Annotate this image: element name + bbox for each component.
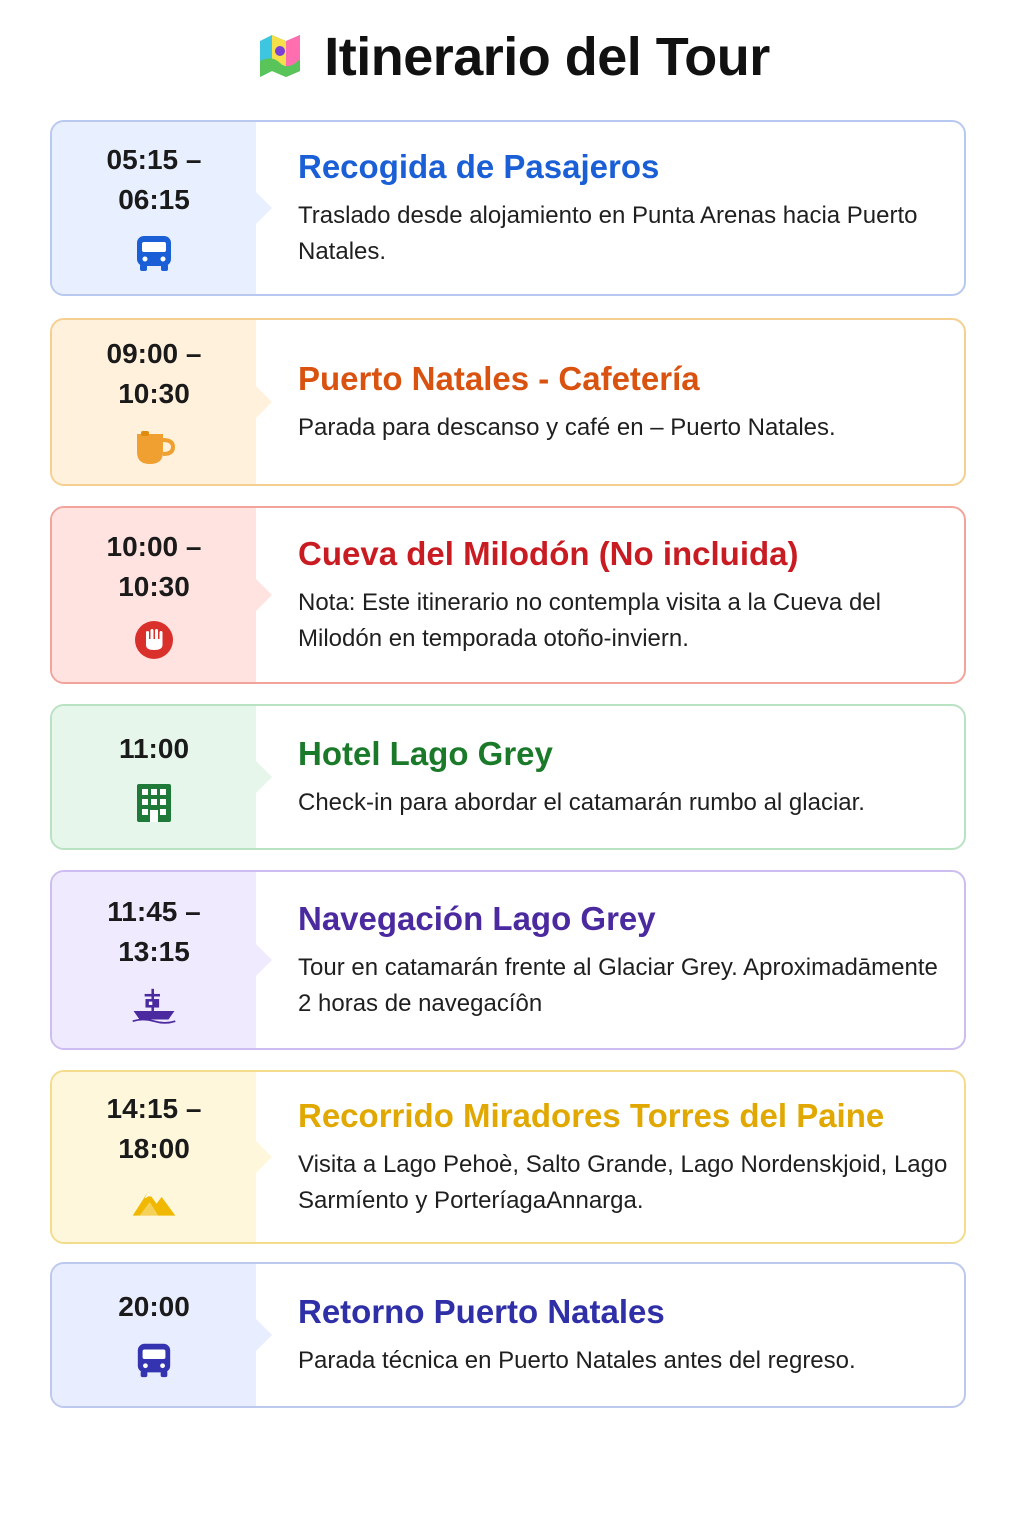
card-description: Tour en catamarán frente al Glaciar Grey. Aproximadāmente 2 horas de navegacíôn bbox=[298, 954, 938, 1017]
time-range: 14:15 – 18:00 bbox=[106, 1093, 202, 1164]
time-panel bbox=[52, 508, 256, 682]
time-range: 05:15 – 06:15 bbox=[106, 144, 202, 215]
card-content bbox=[298, 320, 948, 484]
card-notch bbox=[256, 1141, 272, 1173]
card-title: Recogida de Pasajeros bbox=[298, 148, 660, 185]
page-title: Itinerario del Tour bbox=[324, 27, 770, 87]
itinerary-card-pickup bbox=[50, 120, 966, 296]
bus-icon bbox=[131, 1337, 177, 1383]
itinerary-card-milodon bbox=[50, 506, 966, 684]
time-range: 10:00 – 10:30 bbox=[106, 531, 202, 602]
stop-hand-icon bbox=[131, 617, 177, 663]
hotel-icon bbox=[131, 779, 177, 825]
card-title: Cueva del Milodón (No incluida) bbox=[298, 535, 799, 572]
card-content bbox=[298, 872, 948, 1048]
card-title: Recorrido Miradores Torres del Paine bbox=[298, 1097, 885, 1134]
itinerary-card-hotel bbox=[50, 704, 966, 850]
time-panel bbox=[52, 122, 256, 294]
card-content bbox=[298, 508, 948, 682]
bus-icon bbox=[131, 230, 177, 276]
card-notch bbox=[256, 386, 272, 418]
time-range: 20:00 bbox=[118, 1291, 190, 1322]
card-description: Nota: Este itinerario no contempla visita a la Cueva del Milodón en temporada otoño-inviern. bbox=[298, 589, 881, 652]
time-range: 11:45 – 13:15 bbox=[107, 896, 201, 967]
itinerary-card-navegacion bbox=[50, 870, 966, 1050]
card-title: Puerto Natales - Cafetería bbox=[298, 360, 700, 397]
card-title: Navegación Lago Grey bbox=[298, 900, 656, 937]
card-notch bbox=[256, 944, 272, 976]
coffee-icon bbox=[131, 424, 177, 470]
itinerary-card-retorno bbox=[50, 1262, 966, 1408]
card-description: Visita a Lago Pehoè, Salto Grande, Lago Nordenskjoid, Lago Sarmíento y PorteríagaAnnarga. bbox=[298, 1151, 948, 1214]
time-panel bbox=[52, 706, 256, 848]
card-description: Parada técnica en Puerto Natales antes del regreso. bbox=[298, 1347, 856, 1374]
time-range: 09:00 – 10:30 bbox=[106, 338, 202, 409]
card-description: Check-in para abordar el catamarán rumbo al glaciar. bbox=[298, 789, 865, 816]
time-panel bbox=[52, 872, 256, 1048]
card-title: Hotel Lago Grey bbox=[298, 735, 553, 772]
card-notch bbox=[256, 1319, 272, 1351]
mountain-icon bbox=[131, 1179, 177, 1225]
time-panel bbox=[52, 1072, 256, 1242]
card-content bbox=[298, 706, 948, 848]
card-notch bbox=[256, 761, 272, 793]
boat-icon bbox=[131, 982, 177, 1028]
time-range: 11:00 bbox=[118, 733, 190, 764]
card-description: Parada para descanso y café en – Puerto Natales. bbox=[298, 414, 836, 441]
page-header bbox=[0, 22, 1024, 92]
card-title: Retorno Puerto Natales bbox=[298, 1293, 665, 1330]
card-content bbox=[298, 1264, 948, 1406]
time-panel bbox=[52, 320, 256, 484]
itinerary-card-miradores bbox=[50, 1070, 966, 1244]
card-notch bbox=[256, 192, 272, 224]
itinerary-card-cafeteria bbox=[50, 318, 966, 486]
time-panel bbox=[52, 1264, 256, 1406]
card-notch bbox=[256, 579, 272, 611]
card-content bbox=[298, 122, 948, 294]
card-content bbox=[298, 1072, 948, 1242]
card-description: Traslado desde alojamiento en Punta Arenas hacia Puerto Natales. bbox=[298, 202, 918, 265]
map-icon bbox=[254, 29, 306, 86]
